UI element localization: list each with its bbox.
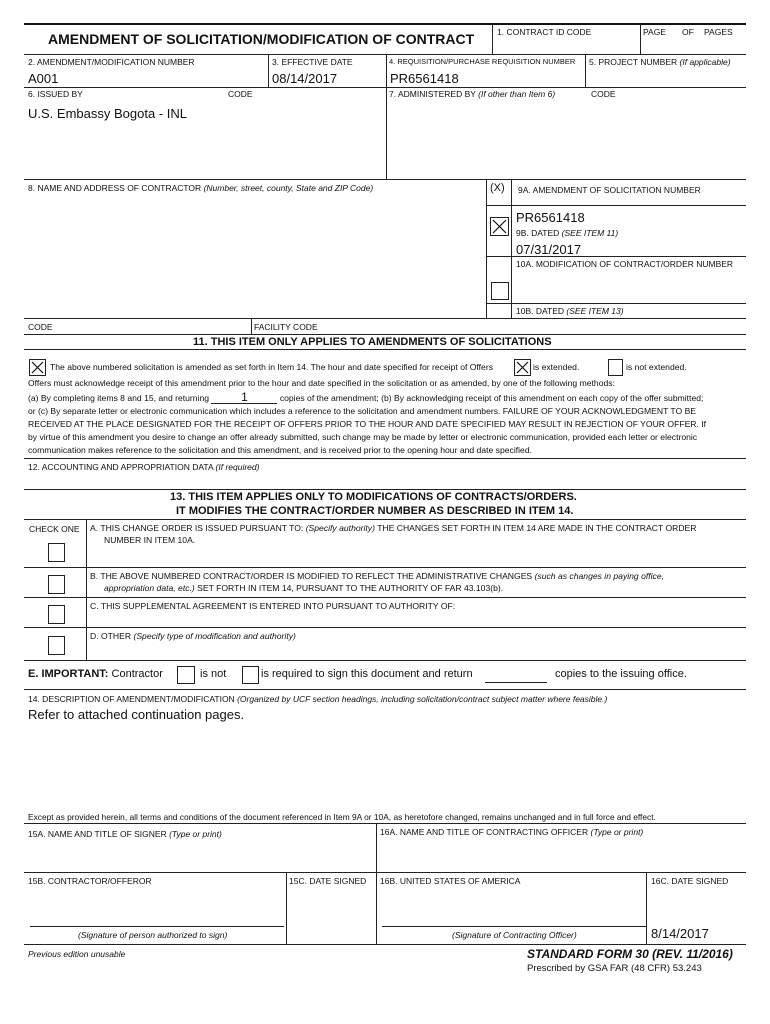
option-b-line-2 — [104, 582, 503, 595]
accounting-data-hint: (If required) — [215, 462, 260, 472]
signature-line — [30, 926, 284, 927]
rule — [24, 349, 746, 350]
signature-line — [382, 926, 646, 927]
rule — [24, 334, 746, 335]
dated-9b-label-text: 9B. DATED — [516, 228, 560, 238]
rule — [24, 54, 746, 55]
rule — [24, 458, 746, 459]
rule-v — [585, 54, 586, 87]
effective-date-value[interactable]: 08/14/2017 — [272, 71, 338, 86]
signature-person-caption: (Signature of person authorized to sign) — [78, 930, 228, 940]
solicitation-number-value[interactable]: PR6561418 — [516, 210, 585, 225]
important-label: E. IMPORTANT: — [28, 668, 109, 680]
issued-by-label: 6. ISSUED BY — [28, 89, 83, 99]
section-11-line-6: by virtue of this amendment you desire to change an offer already submitted, such change may be made by letter or electronic communication, provided each letter or electronic — [28, 432, 698, 442]
dated-10b-hint: (SEE ITEM 13) — [566, 306, 624, 316]
section-11-line-2: Offers must acknowledge receipt of this amendment prior to the hour and date specified in the solicitation or as amended, by one of the following methods: — [28, 378, 615, 388]
rule-v — [640, 23, 641, 54]
rule — [486, 303, 746, 304]
requisition-number-value[interactable]: PR6561418 — [390, 71, 459, 86]
rule — [486, 205, 746, 206]
check-one-label: CHECK ONE — [29, 524, 80, 534]
project-number-label-text: 5. PROJECT NUMBER — [589, 57, 678, 67]
option-a-text: A. THIS CHANGE ORDER IS ISSUED PURSUANT TO: — [90, 523, 304, 533]
form-title: AMENDMENT OF SOLICITATION/MODIFICATION OF CONTRACT — [48, 31, 475, 47]
officer-date-signed-label: 16C. DATE SIGNED — [651, 876, 729, 886]
previous-edition-note: Previous edition unusable — [28, 949, 126, 959]
officer-name-hint: (Type or print) — [590, 827, 644, 837]
option-b-hint: (such as changes in paying office, — [534, 571, 665, 581]
section-13-title-1: 13. THIS ITEM APPLIES ONLY TO MODIFICATIONS OF CONTRACTS/ORDERS. — [170, 491, 577, 503]
option-c-line: C. THIS SUPPLEMENTAL AGREEMENT IS ENTERED INTO PURSUANT TO AUTHORITY OF: — [90, 601, 456, 611]
option-d-checkbox[interactable] — [48, 636, 65, 655]
administered-by-hint: (If other than Item 6) — [478, 89, 556, 99]
section-11-line-7: communication makes reference to the solicitation and this amendment, and is received prior to the opening hour and date specified. — [28, 445, 532, 455]
project-number-hint: (If applicable) — [679, 57, 731, 67]
dated-10b-label — [516, 306, 624, 316]
administered-by-label — [389, 89, 555, 99]
rule — [24, 567, 746, 568]
rule — [24, 489, 746, 490]
contractor-is-not-checkbox[interactable] — [177, 666, 195, 684]
contractor-name-hint: (Number, street, county, State and ZIP Code) — [203, 183, 374, 193]
important-row — [28, 668, 163, 680]
x-column-header: (X) — [490, 182, 505, 194]
officer-name-label — [380, 827, 643, 837]
requisition-number-label: 4. REQUISITION/PURCHASE REQUISITION NUMBER — [389, 57, 576, 66]
rule-v — [251, 318, 252, 334]
contract-id-code-label: 1. CONTRACT ID CODE — [497, 27, 592, 37]
copies-blank-line[interactable] — [485, 682, 547, 683]
dated-9b-value[interactable]: 07/31/2017 — [516, 242, 582, 257]
contractor-date-signed-label: 15C. DATE SIGNED — [289, 876, 367, 886]
description-hint: (Organized by UCF section headings, including solicitation/contract subject matter where feasible.) — [237, 694, 608, 704]
issued-by-value[interactable]: U.S. Embassy Bogota - INL — [28, 106, 187, 121]
contractor-label: Contractor — [111, 668, 163, 680]
officer-name-label-text: 16A. NAME AND TITLE OF CONTRACTING OFFICER — [380, 827, 589, 837]
signer-name-label — [28, 829, 222, 839]
is-extended-checkbox[interactable] — [514, 359, 531, 376]
copies-to-office-label: copies to the issuing office. — [555, 668, 687, 680]
contractor-is-required-checkbox[interactable] — [242, 666, 259, 684]
rule — [24, 597, 746, 598]
is-not-extended-checkbox[interactable] — [608, 359, 623, 376]
amendment-number-label: 2. AMENDMENT/MODIFICATION NUMBER — [28, 57, 195, 67]
section-11-line-3b: copies of the amendment; (b) By acknowledging receipt of this amendment on each copy of the offer submitted; — [279, 393, 704, 403]
check-x-icon — [515, 360, 530, 375]
option-b-text: B. THE ABOVE NUMBERED CONTRACT/ORDER IS MODIFIED TO REFLECT THE ADMINISTRATIVE CHANGES — [90, 571, 533, 581]
administered-by-code-label: CODE — [591, 89, 616, 99]
contractor-name-label — [28, 183, 373, 193]
option-d-line — [90, 630, 296, 643]
of-label: OF — [682, 27, 694, 37]
rule — [24, 179, 746, 180]
rule — [24, 944, 746, 945]
amendment-number-value[interactable]: A001 — [28, 71, 59, 86]
option-b-text-2: SET FORTH IN ITEM 14, PURSUANT TO THE AUTHORITY OF FAR 43.103(b). — [197, 583, 504, 593]
dated-10b-label-text: 10B. DATED — [516, 306, 565, 316]
section-11-line-4: or (c) By separate letter or electronic communication which includes a reference to the solicitation and amendment numbers. FAILURE OF YOUR ACKNOWLEDGMENT TO BE — [28, 406, 697, 416]
form-top-border — [24, 23, 746, 25]
facility-code-label: FACILITY CODE — [254, 322, 318, 332]
rule — [24, 87, 746, 88]
dated-9b-hint: (SEE ITEM 11) — [561, 228, 619, 238]
section-11-line-1: The above numbered solicitation is amended as set forth in Item 14. The hour and date specified for receipt of Offers — [50, 362, 493, 372]
is-extended-label: is extended. — [533, 362, 580, 372]
rule — [24, 660, 746, 661]
description-label — [28, 694, 607, 704]
rule-v — [268, 54, 269, 87]
section-13-title-2: IT MODIFIES THE CONTRACT/ORDER NUMBER AS DESCRIBED IN ITEM 14. — [176, 505, 574, 517]
description-label-text: 14. DESCRIPTION OF AMENDMENT/MODIFICATION — [28, 694, 235, 704]
signer-name-label-text: 15A. NAME AND TITLE OF SIGNER — [28, 829, 167, 839]
rule — [24, 872, 746, 873]
option-a-checkbox[interactable] — [48, 543, 65, 562]
contractor-name-label-text: 8. NAME AND ADDRESS OF CONTRACTOR — [28, 183, 202, 193]
administered-by-label-text: 7. ADMINISTERED BY — [389, 89, 476, 99]
section-11-title: 11. THIS ITEM ONLY APPLIES TO AMENDMENTS OF SOLICITATIONS — [193, 336, 552, 348]
usa-label: 16B. UNITED STATES OF AMERICA — [380, 876, 521, 886]
option-c-checkbox[interactable] — [48, 605, 65, 624]
rule-v — [286, 872, 287, 944]
option-a-text-2: THE CHANGES SET FORTH IN ITEM 14 ARE MADE IN THE CONTRACT ORDER — [377, 523, 697, 533]
solicitation-amended-checkbox[interactable] — [29, 359, 46, 376]
accounting-data-label — [28, 462, 259, 472]
signature-officer-caption: (Signature of Contracting Officer) — [452, 930, 577, 940]
accounting-data-label-text: 12. ACCOUNTING AND APPROPRIATION DATA — [28, 462, 214, 472]
option-b-checkbox[interactable] — [48, 575, 65, 594]
check-x-icon — [30, 360, 45, 375]
standard-form-title: STANDARD FORM 30 (REV. 11/2016) — [527, 947, 733, 961]
dated-9b-label — [516, 228, 618, 238]
copies-returned-field[interactable]: 1 — [211, 391, 277, 404]
item-9-checkbox[interactable] — [490, 217, 509, 236]
option-d-hint: (Specify type of modification and authority) — [133, 631, 296, 641]
option-d-text: D. OTHER — [90, 631, 132, 641]
rule-v — [486, 179, 487, 318]
option-a-hint: (Specify authority) — [305, 523, 375, 533]
rule-v — [86, 519, 87, 660]
rule-v — [376, 823, 377, 944]
section-11-line-3 — [28, 391, 703, 405]
prescribed-by-note: Prescribed by GSA FAR (48 CFR) 53.243 — [527, 963, 702, 974]
rule — [24, 689, 746, 690]
page-label: PAGE — [643, 27, 666, 37]
is-required-label: is required to sign this document and return — [261, 668, 473, 680]
project-number-label — [589, 57, 731, 67]
description-value[interactable]: Refer to attached continuation pages. — [28, 707, 245, 722]
signer-name-hint: (Type or print) — [169, 829, 222, 839]
rule — [24, 519, 746, 520]
rule-v — [511, 179, 512, 318]
option-a-line-2: NUMBER IN ITEM 10A. — [104, 535, 196, 545]
rule — [24, 318, 746, 319]
solicitation-number-label: 9A. AMENDMENT OF SOLICITATION NUMBER — [518, 185, 701, 195]
pages-label: PAGES — [704, 27, 733, 37]
contractor-offeror-label: 15B. CONTRACTOR/OFFEROR — [28, 876, 152, 886]
section-11-line-5: RECEIVED AT THE PLACE DESIGNATED FOR THE RECEIPT OF OFFERS PRIOR TO THE HOUR AND DATE SPECIFIED MAY RESULT IN REJECTION OF YOUR OFFER. If — [28, 419, 707, 429]
section-11-line-3a: (a) By completing items 8 and 15, and returning — [28, 393, 210, 403]
check-x-icon — [491, 218, 508, 235]
modification-number-label: 10A. MODIFICATION OF CONTRACT/ORDER NUMBER — [516, 259, 734, 269]
is-not-extended-label: is not extended. — [626, 362, 687, 372]
contractor-code-label: CODE — [28, 322, 53, 332]
effective-date-label: 3. EFFECTIVE DATE — [272, 57, 353, 67]
rule — [24, 627, 746, 628]
is-not-label: is not — [200, 668, 227, 680]
rule-v — [646, 872, 647, 944]
rule-v — [386, 54, 387, 179]
item-10-checkbox[interactable] — [491, 282, 509, 300]
rule-v — [492, 23, 493, 54]
issued-by-code-label: CODE — [228, 89, 253, 99]
option-b-hint-2: appropriation data, etc.) — [104, 583, 195, 593]
except-text: Except as provided herein, all terms and conditions of the document referenced in Item 9A or 10A, as heretofore changed, remains unchanged and in full force and effect. — [28, 812, 656, 822]
officer-date-signed-value[interactable]: 8/14/2017 — [651, 926, 709, 941]
